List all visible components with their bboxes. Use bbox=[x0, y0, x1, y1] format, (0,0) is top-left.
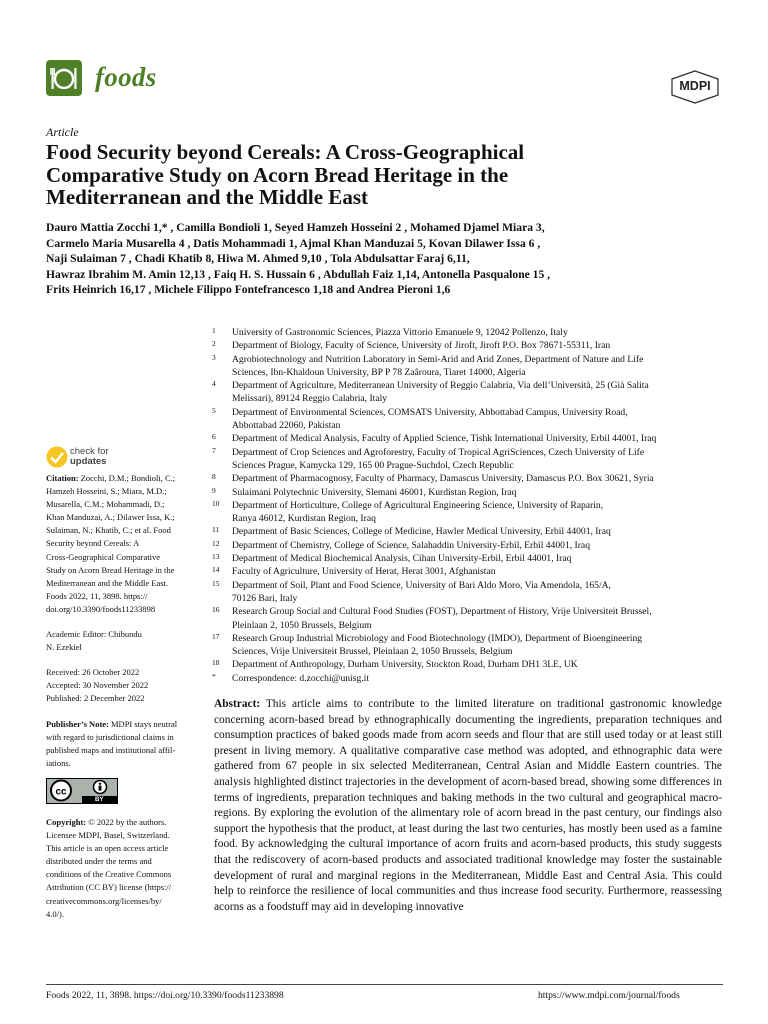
author-line: Carmelo Maria Musarella 4 , Datis Mohammadi 1, Ajmal Khan Manduzai 5, Kovan Dilawer Issa 6 , bbox=[46, 236, 541, 250]
affiliation-text: Pleinlaan 2, 1050 Brussels, Belgium bbox=[232, 619, 372, 631]
affiliation-number: 18 bbox=[212, 658, 220, 668]
sidebar-text-line: This article is an open access article bbox=[46, 843, 169, 854]
cc-by-license-badge[interactable] bbox=[46, 778, 198, 808]
article-title bbox=[46, 141, 726, 209]
affiliation-list bbox=[212, 326, 732, 685]
sidebar-text-line: 4.0/). bbox=[46, 908, 64, 919]
affiliation-number: 5 bbox=[212, 405, 216, 415]
author-line: Dauro Mattia Zocchi 1,* , Camilla Bondioli 1, Seyed Hamzeh Hosseini 2 , Mohamed Djamel Miara 3, bbox=[46, 221, 545, 234]
journal-name: foods bbox=[95, 62, 157, 92]
affiliation-number: 14 bbox=[212, 565, 220, 575]
affiliation-item bbox=[212, 432, 732, 445]
affiliation-item bbox=[212, 353, 732, 380]
affiliation-text: Department of Soil, Plant and Food Science, University of Bari Aldo Moro, Via Amendola, 165/A, bbox=[232, 579, 611, 591]
affiliation-text: Department of Horticulture, College of Agricultural Engineering Science, University of Raparin, bbox=[232, 499, 604, 511]
article-type: Article bbox=[46, 125, 79, 139]
author-line: Frits Heinrich 16,17 , Michele Filippo Fontefrancesco 1,18 and Andrea Pieroni 1,6 bbox=[46, 283, 451, 297]
sidebar-text-line: with regard to jurisdictional claims in bbox=[46, 731, 174, 742]
affiliation-item bbox=[212, 605, 732, 632]
affiliation-text: 70126 Bari, Italy bbox=[232, 592, 298, 604]
affiliation-text: Department of Basic Sciences, College of Medicine, Hawler Medical University, Erbil 44001, Iraq bbox=[232, 526, 611, 538]
check-updates-icon bbox=[46, 446, 68, 468]
sidebar-text-line: Hamzeh Hosseini, S.; Miara, M.D.; bbox=[46, 486, 167, 497]
affiliation-text: Department of Chemistry, College of Science, Salahaddin University-Erbil, Erbil 44001, Iraq bbox=[232, 539, 590, 551]
sidebar-text-line: creativecommons.org/licenses/by/ bbox=[46, 895, 162, 906]
sidebar-text-line: Attribution (CC BY) license (https:// bbox=[46, 882, 172, 893]
sidebar-text-line: Musarella, C.M.; Mohammadi, D.; bbox=[46, 499, 165, 510]
affiliation-item bbox=[212, 326, 732, 339]
sidebar-text-line: © 2022 by the authors. bbox=[88, 816, 167, 827]
affiliation-text: Ranya 46012, Kurdistan Region, Iraq bbox=[232, 513, 376, 525]
author-line: Naji Sulaiman 7 , Chadi Khatib 8, Hiwa M. Ahmed 9,10 , Tola Abdulsattar Faraj 6,11, bbox=[46, 252, 470, 266]
affiliation-item bbox=[212, 486, 732, 499]
sidebar-text-line: Cross-Geographical Comparative bbox=[46, 551, 161, 562]
affiliation-text: Department of Crop Sciences and Agroforestry, Faculty of Tropical AgriSciences, Czech University of Life bbox=[232, 446, 645, 458]
affiliation-item bbox=[212, 446, 732, 473]
affiliation-text: Melissari), 89124 Reggio Calabria, Italy bbox=[232, 393, 388, 405]
editor-line: Academic Editor: Chibundu bbox=[46, 629, 142, 640]
affiliation-number: 16 bbox=[212, 605, 220, 615]
affiliation-item bbox=[212, 499, 732, 526]
affiliation-text: Research Group Industrial Microbiology and Food Biotechnology (IMDO), Department of Bioengineering bbox=[232, 632, 643, 644]
citation-label: Citation: bbox=[46, 473, 79, 483]
sidebar-text-line: Foods 2022, 11, 3898. https:// bbox=[46, 590, 148, 601]
affiliation-text: Abbottabad 22060, Pakistan bbox=[232, 420, 341, 432]
sidebar-text-line: Khan Manduzai, A.; Dilawer Issa, K.; bbox=[46, 512, 175, 523]
affiliation-number: 13 bbox=[212, 552, 220, 562]
sidebar-text-line: published maps and institutional affil- bbox=[46, 744, 176, 755]
affiliation-text: Research Group Social and Cultural Food Studies (FOST), Department of History, Vrije Universiteit Brussel, bbox=[232, 606, 652, 618]
affiliation-number: 8 bbox=[212, 472, 216, 482]
copyright-label: Copyright: bbox=[46, 816, 87, 827]
academic-editor bbox=[46, 628, 198, 654]
affiliation-item bbox=[212, 565, 732, 578]
title-line: Food Security beyond Cereals: A Cross-Geographical bbox=[46, 140, 525, 164]
footer-divider bbox=[46, 984, 723, 985]
affiliation-text: Sciences, Vrije Universiteit Brussel, Pleinlaan 2, 1050 Brussels, Belgium bbox=[232, 646, 513, 658]
affiliation-number: 2 bbox=[212, 339, 216, 349]
received-date: Received: 26 October 2022 bbox=[46, 667, 140, 678]
sidebar-text-line: Security beyond Cereals: A bbox=[46, 538, 140, 549]
publisher-note-label: Publisher’s Note: bbox=[46, 718, 109, 729]
affiliation-text: Correspondence: d.zocchi@unisg.it bbox=[232, 672, 369, 684]
affiliation-number: 7 bbox=[212, 445, 216, 455]
affiliation-text: Department of Environmental Sciences, COMSATS University, Abbottabad Campus, University Road, bbox=[232, 406, 628, 418]
affiliation-item bbox=[212, 339, 732, 352]
affiliation-number: 11 bbox=[212, 525, 220, 535]
affiliation-text: Sciences Prague, Kamycka 129, 165 00 Prague-Suchdol, Czech Republic bbox=[232, 459, 514, 471]
sidebar-text-line: Study on Acorn Bread Heritage in the bbox=[46, 564, 175, 575]
sidebar-text-line: MDPI stays neutral bbox=[111, 718, 178, 729]
affiliation-text: Agrobiotechnology and Nutrition Laboratory in Semi-Arid and Arid Zones, Department of Nature and Life bbox=[232, 353, 644, 365]
affiliation-text: Department of Pharmacognosy, Faculty of Pharmacy, Damascus University, Damascus P.O. Box 30621, Syria bbox=[232, 473, 654, 485]
publisher-name: MDPI bbox=[679, 79, 711, 93]
affiliation-item bbox=[212, 406, 732, 433]
affiliation-number: 6 bbox=[212, 432, 216, 442]
foods-logo-icon bbox=[46, 60, 82, 96]
copyright-block bbox=[46, 816, 198, 921]
affiliation-text: Department of Anthropology, Durham University, Stockton Road, Durham DH1 3LE, UK bbox=[232, 659, 578, 671]
affiliation-text: Department of Medical Analysis, Faculty of Applied Science, Tishk International University, Erbil 44001, Iraq bbox=[232, 433, 657, 445]
affiliation-item bbox=[212, 525, 732, 538]
sidebar-text-line: Sulaiman, N.; Khatib, C.; et al. Food bbox=[46, 525, 171, 536]
sidebar-text-line: Licensee MDPI, Basel, Switzerland. bbox=[46, 830, 170, 841]
affiliation-item bbox=[212, 552, 732, 565]
author-line: Hawraz Ibrahim M. Amin 12,13 , Faiq H. S. Hussain 6 , Abdullah Faiz 1,14, Antonella Pasqualone 15 , bbox=[46, 267, 551, 281]
author-list bbox=[46, 220, 736, 298]
footer-journal-link[interactable]: https://www.mdpi.com/journal/foods bbox=[538, 990, 680, 1001]
affiliation-text: Department of Biology, Faculty of Science, University of Jiroft, Jiroft P.O. Box 78671-55311, Iran bbox=[232, 340, 611, 352]
affiliation-number: * bbox=[212, 671, 216, 681]
affiliation-text: Sulaimani Polytechnic University, Slemani 46001, Kurdistan Region, Iraq bbox=[232, 486, 517, 498]
affiliation-text: Department of Medical Biochemical Analysis, Cihan University-Erbil, Erbil 44001, Iraq bbox=[232, 553, 572, 565]
affiliation-text: Sciences, Ibn-Khaldoun University, BP P 78 Zaâroura, Tiaret 14000, Algeria bbox=[232, 366, 526, 378]
check-updates-line1: check for bbox=[70, 446, 109, 457]
sidebar-text-line: conditions of the Creative Commons bbox=[46, 869, 172, 880]
affiliation-number: 10 bbox=[212, 498, 220, 508]
cc-by-icon bbox=[46, 778, 118, 804]
check-for-updates-badge[interactable] bbox=[46, 446, 136, 468]
affiliation-item bbox=[212, 579, 732, 606]
sidebar-text-line: doi.org/10.3390/foods11233898 bbox=[46, 603, 156, 614]
affiliation-number: 3 bbox=[212, 352, 216, 362]
affiliation-item bbox=[212, 472, 732, 485]
affiliation-number: 4 bbox=[212, 379, 216, 389]
sidebar-info bbox=[46, 472, 198, 921]
affiliation-number: 15 bbox=[212, 578, 220, 588]
citation-block bbox=[46, 472, 198, 616]
title-line: Comparative Study on Acorn Bread Heritage in the bbox=[46, 162, 509, 187]
published-date: Published: 2 December 2022 bbox=[46, 693, 145, 704]
mdpi-logo bbox=[668, 70, 722, 104]
footer-citation: Foods 2022, 11, 3898. https://doi.org/10.3390/foods11233898 bbox=[46, 990, 284, 1001]
affiliation-number: 17 bbox=[212, 631, 220, 641]
sidebar-text-line: Mediterranean and the Middle East. bbox=[46, 577, 169, 588]
affiliation-number: 1 bbox=[212, 326, 216, 335]
affiliation-item bbox=[212, 379, 732, 406]
affiliation-item bbox=[212, 658, 732, 671]
affiliation-number: 12 bbox=[212, 538, 220, 548]
abstract bbox=[214, 697, 722, 915]
abstract-text: This article aims to contribute to the limited literature on traditional gastronomic knowledge concerning acorn-based bread by ethnographically documenting the ingredients, preparation techniques and consumption practices of baked goods made from acorn seeds and flour that are still used today or at least still present in living memory. A qualitative comparative case method was adopted, and ethnographic data were gathered from 67 people in six selected Mediterranean, Central Asian and Middle Eastern countries. The analysis highlighted distinct trajectories in the development of acorn-based bread, showing some differences in terms of ingredients, preparation techniques and baking methods in the two cultural and geographical macro-regions. By exploring the evolution of the alimentary role of acorn bread in the past century, our findings also support the hypothesis that the product, at least during the last two centuries, has mostly been used as a famine food. By acknowledging the cultural importance of acorn fruits and acorn-based products, this study suggests that the rediscovery of acorn-based products and associated traditional knowledge may foster the sustainable development of rural and marginal regions in the Mediterranean, Middle East and Central Asia. This could help to reinforce the resilience of local communities and thus increase food security. Furthermore, reassessing acorns as a foodstuff may aid in developing innovative bbox=[214, 698, 722, 913]
affiliation-text: Department of Agriculture, Mediterranean University of Reggio Calabria, Via dell’Università, 25 (Già Salita bbox=[232, 380, 649, 392]
svg-text:cc: cc bbox=[55, 786, 67, 798]
affiliation-item bbox=[212, 632, 732, 659]
sidebar-text-line: iations. bbox=[46, 757, 71, 768]
affiliation-item bbox=[212, 672, 732, 685]
accepted-date: Accepted: 30 November 2022 bbox=[46, 680, 149, 691]
sidebar-text-line: distributed under the terms and bbox=[46, 856, 152, 867]
title-line: Mediterranean and the Middle East bbox=[46, 185, 368, 209]
affiliation-number: 9 bbox=[212, 485, 216, 495]
affiliation-text: University of Gastronomic Sciences, Piazza Vittorio Emanuele 9, 12042 Pollenzo, Italy bbox=[232, 327, 568, 338]
sidebar-text-line: Zocchi, D.M.; Bondioli, C.; bbox=[80, 473, 176, 483]
publisher-note bbox=[46, 718, 198, 770]
check-updates-line2: updates bbox=[70, 456, 107, 467]
abstract-label: Abstract: bbox=[214, 698, 261, 710]
affiliation-item bbox=[212, 539, 732, 552]
affiliation-text: Faculty of Agriculture, University of Herat, Herat 3001, Afghanistan bbox=[232, 566, 496, 578]
editor-line: N. Ezekiel bbox=[46, 642, 82, 653]
